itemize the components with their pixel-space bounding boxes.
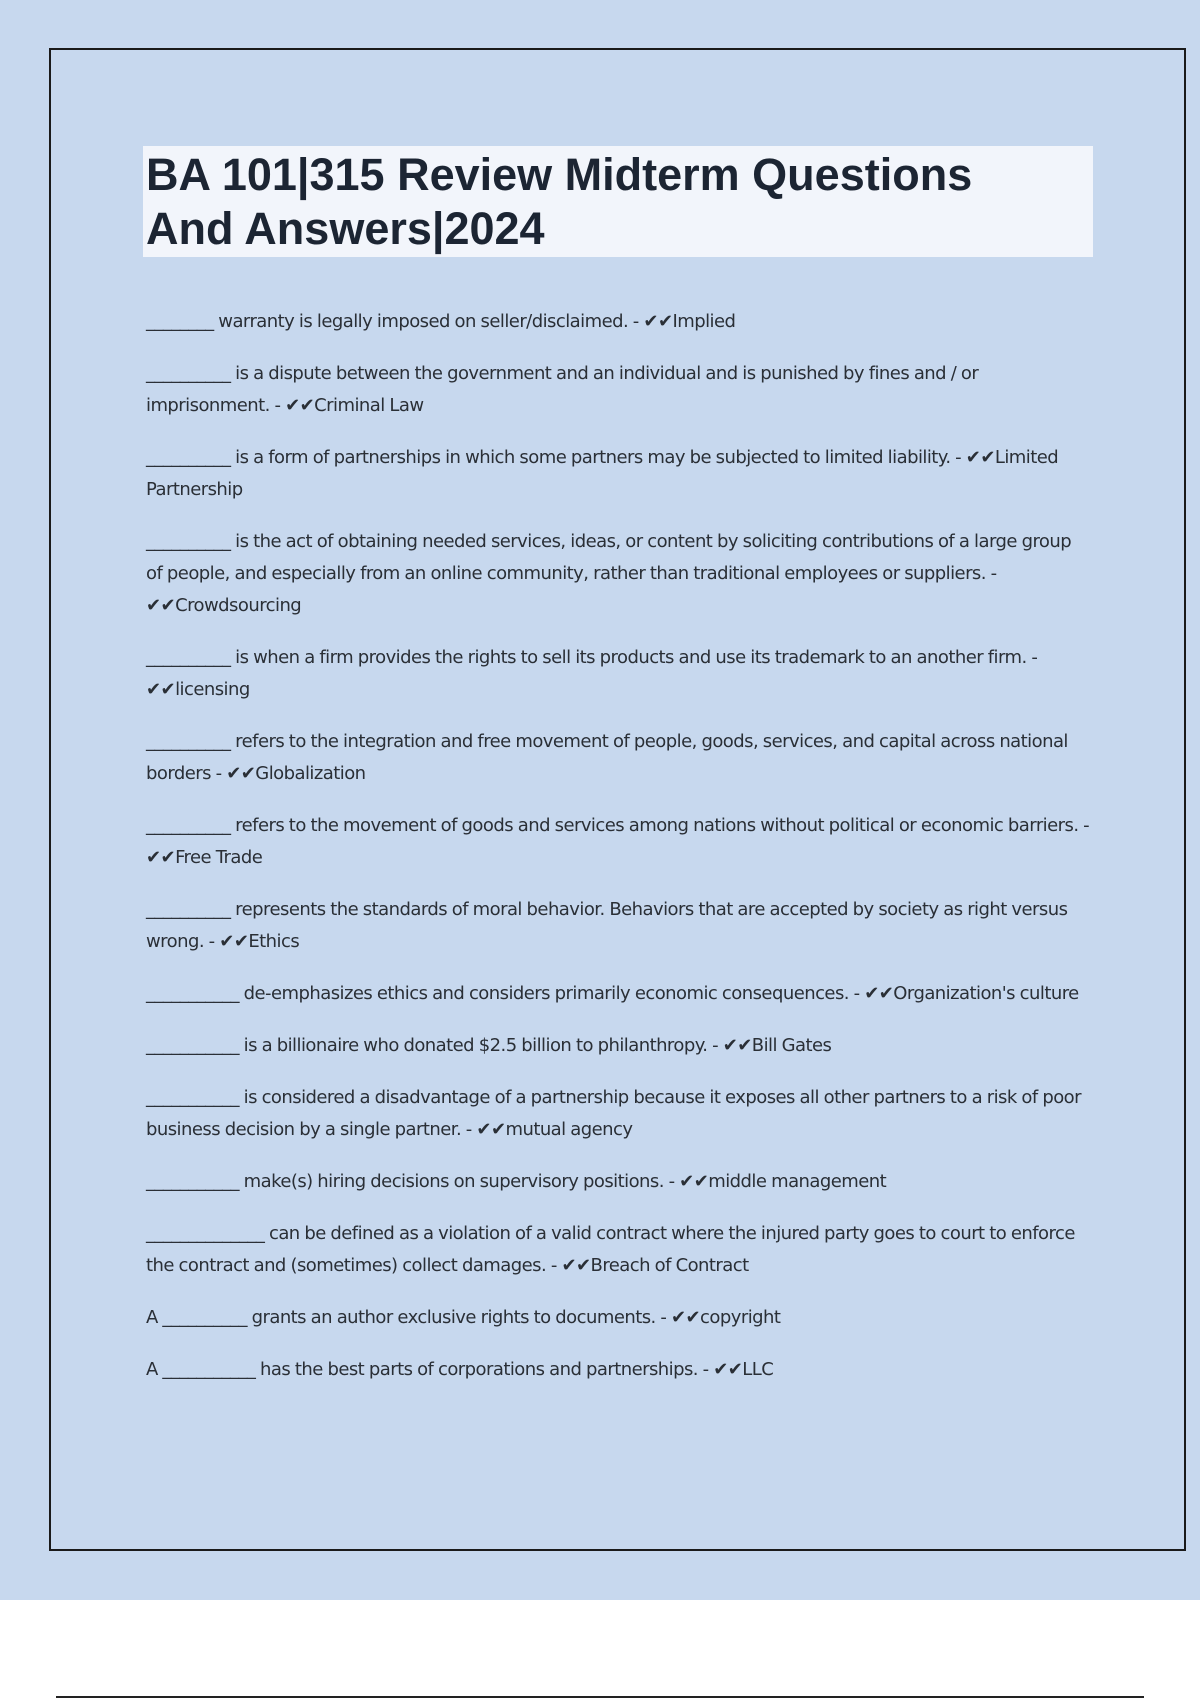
question-list bbox=[146, 306, 1091, 1406]
question-item: __________ refers to the movement of goods and services among nations without political or economic barriers. - ✔✔Free Trade bbox=[146, 815, 1090, 868]
document-title: BA 101|315 Review Midterm Questions And Answers|2024 bbox=[146, 149, 973, 254]
footer-rule bbox=[56, 1696, 1144, 1698]
question-item: ___________ is a billionaire who donated $2.5 billion to philanthropy. - ✔✔Bill Gates bbox=[146, 1035, 832, 1056]
question-item: A __________ grants an author exclusive rights to documents. - ✔✔copyright bbox=[146, 1307, 781, 1328]
question-item: __________ is when a firm provides the rights to sell its products and use its trademark to an another firm. - ✔✔licensing bbox=[146, 647, 1038, 700]
question-item: __________ is a form of partnerships in which some partners may be subjected to limited liability. - ✔✔Limited Partnership bbox=[146, 447, 1059, 500]
question-item: __________ is the act of obtaining needed services, ideas, or content by soliciting contributions of a large group of people, and especially from an online community, rather than traditional employees or suppliers. - ✔✔Crowdsourcing bbox=[146, 531, 1072, 616]
question-item: ___________ make(s) hiring decisions on supervisory positions. - ✔✔middle management bbox=[146, 1171, 887, 1192]
question-item: ___________ de-emphasizes ethics and considers primarily economic consequences. - ✔✔Organization's culture bbox=[146, 983, 1079, 1004]
question-item: __________ represents the standards of moral behavior. Behaviors that are accepted by society as right versus wrong. - ✔✔Ethics bbox=[146, 899, 1068, 952]
question-item: __________ is a dispute between the government and an individual and is punished by fines and / or imprisonment. - ✔✔Criminal Law bbox=[146, 363, 979, 416]
question-item: A ___________ has the best parts of corporations and partnerships. - ✔✔LLC bbox=[146, 1359, 774, 1380]
question-item: __________ refers to the integration and free movement of people, goods, services, and capital across national borders - ✔✔Globalization bbox=[146, 731, 1068, 784]
question-item: ________ warranty is legally imposed on seller/disclaimed. - ✔✔Implied bbox=[146, 311, 736, 332]
question-item: ______________ can be defined as a violation of a valid contract where the injured party goes to court to enforce the contract and (sometimes) collect damages. - ✔✔Breach of Contract bbox=[146, 1223, 1075, 1276]
question-item: ___________ is considered a disadvantage of a partnership because it exposes all other partners to a risk of poor business decision by a single partner. - ✔✔mutual agency bbox=[146, 1087, 1081, 1140]
